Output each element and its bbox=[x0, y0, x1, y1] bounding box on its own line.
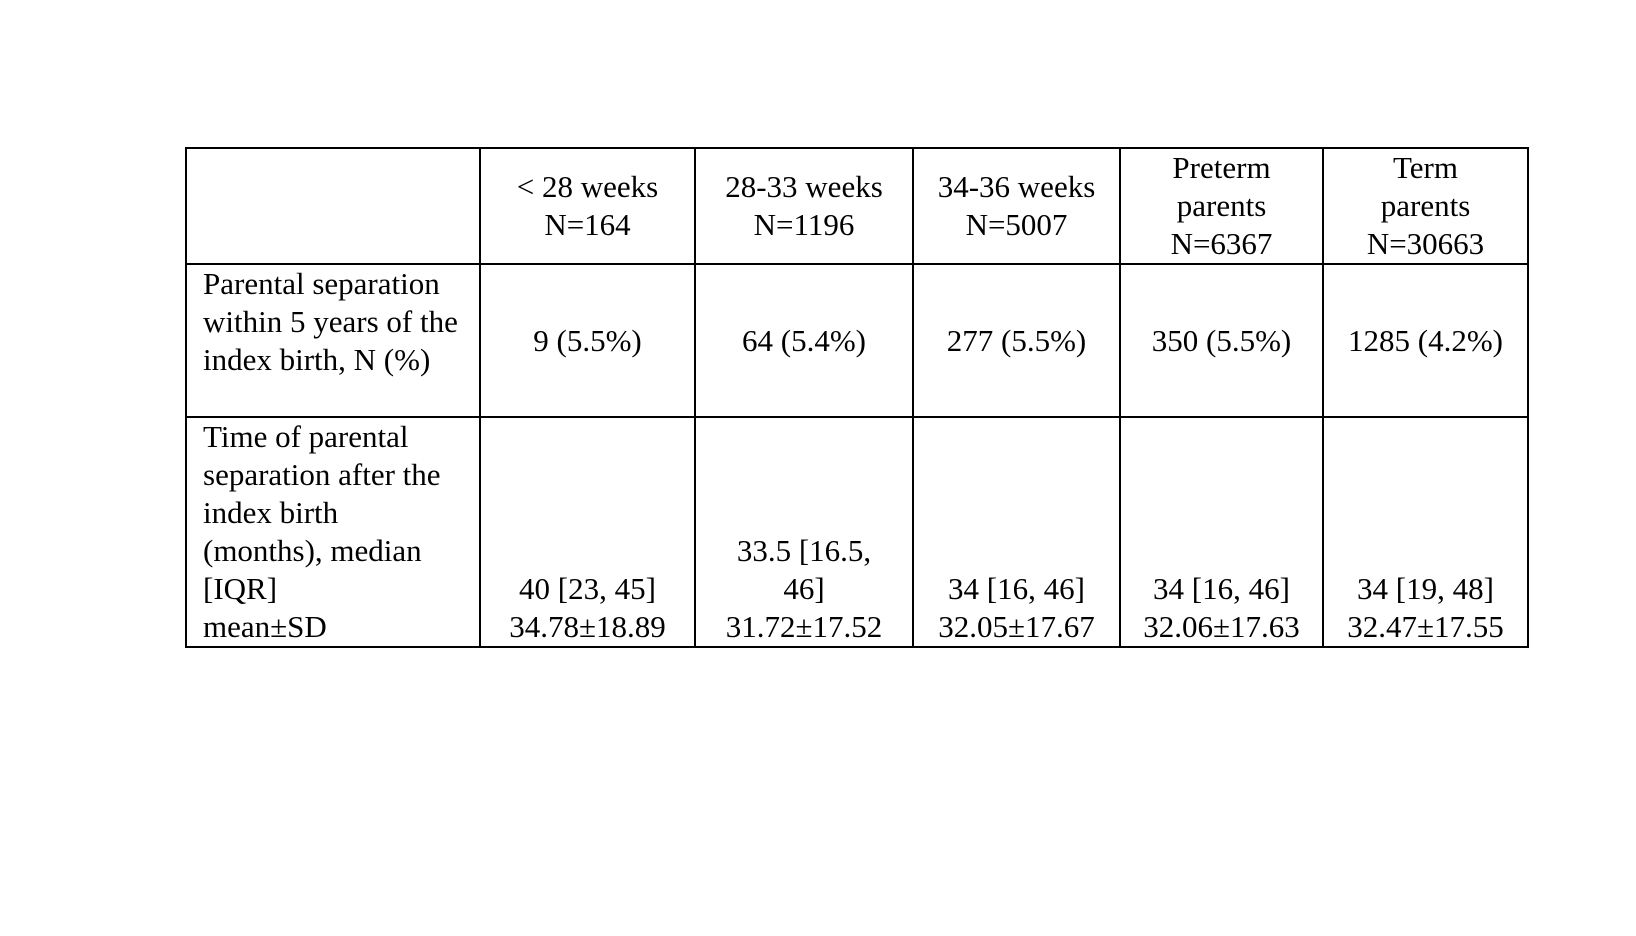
table-row bbox=[186, 417, 1528, 647]
row-label-time-of-separation: Time of parental separation after the index birth (months), median [IQR] mean±SD bbox=[186, 417, 480, 647]
table-cell: 277 (5.5%) bbox=[913, 264, 1120, 417]
header-label: 28-33 weeks bbox=[725, 169, 883, 204]
header-cell-34-36 bbox=[913, 148, 1120, 264]
table-header-row bbox=[186, 148, 1528, 264]
header-label: Term bbox=[1393, 150, 1458, 185]
table-row bbox=[186, 264, 1528, 417]
header-cell-28-33 bbox=[695, 148, 913, 264]
table-cell: 40 [23, 45] 34.78±18.89 bbox=[480, 417, 695, 647]
table-cell: 33.5 [16.5, 46] 31.72±17.52 bbox=[695, 417, 913, 647]
table-cell: 350 (5.5%) bbox=[1120, 264, 1323, 417]
header-label: < 28 weeks bbox=[516, 169, 659, 204]
header-n: N=5007 bbox=[965, 207, 1068, 242]
table-cell: 34 [19, 48] 32.47±17.55 bbox=[1323, 417, 1528, 647]
header-n: N=30663 bbox=[1366, 226, 1485, 261]
table-cell: 1285 (4.2%) bbox=[1323, 264, 1528, 417]
header-cell-preterm-parents bbox=[1120, 148, 1323, 264]
header-corner-cell bbox=[186, 148, 480, 264]
header-cell-lt28 bbox=[480, 148, 695, 264]
header-label: parents bbox=[1380, 188, 1471, 223]
header-label: parents bbox=[1176, 188, 1267, 223]
header-label: 34-36 weeks bbox=[937, 169, 1096, 204]
table-cell: 34 [16, 46] 32.06±17.63 bbox=[1120, 417, 1323, 647]
data-table-container bbox=[185, 147, 1529, 648]
table-cell: 9 (5.5%) bbox=[480, 264, 695, 417]
header-label: Preterm bbox=[1172, 150, 1271, 185]
header-n: N=164 bbox=[544, 207, 631, 242]
header-n: N=6367 bbox=[1170, 226, 1273, 261]
header-n: N=1196 bbox=[753, 207, 855, 242]
data-table bbox=[185, 147, 1529, 648]
table-cell: 34 [16, 46] 32.05±17.67 bbox=[913, 417, 1120, 647]
row-label-parental-separation: Parental separation within 5 years of the index birth, N (%) bbox=[186, 264, 480, 417]
table-cell: 64 (5.4%) bbox=[695, 264, 913, 417]
header-cell-term-parents bbox=[1323, 148, 1528, 264]
